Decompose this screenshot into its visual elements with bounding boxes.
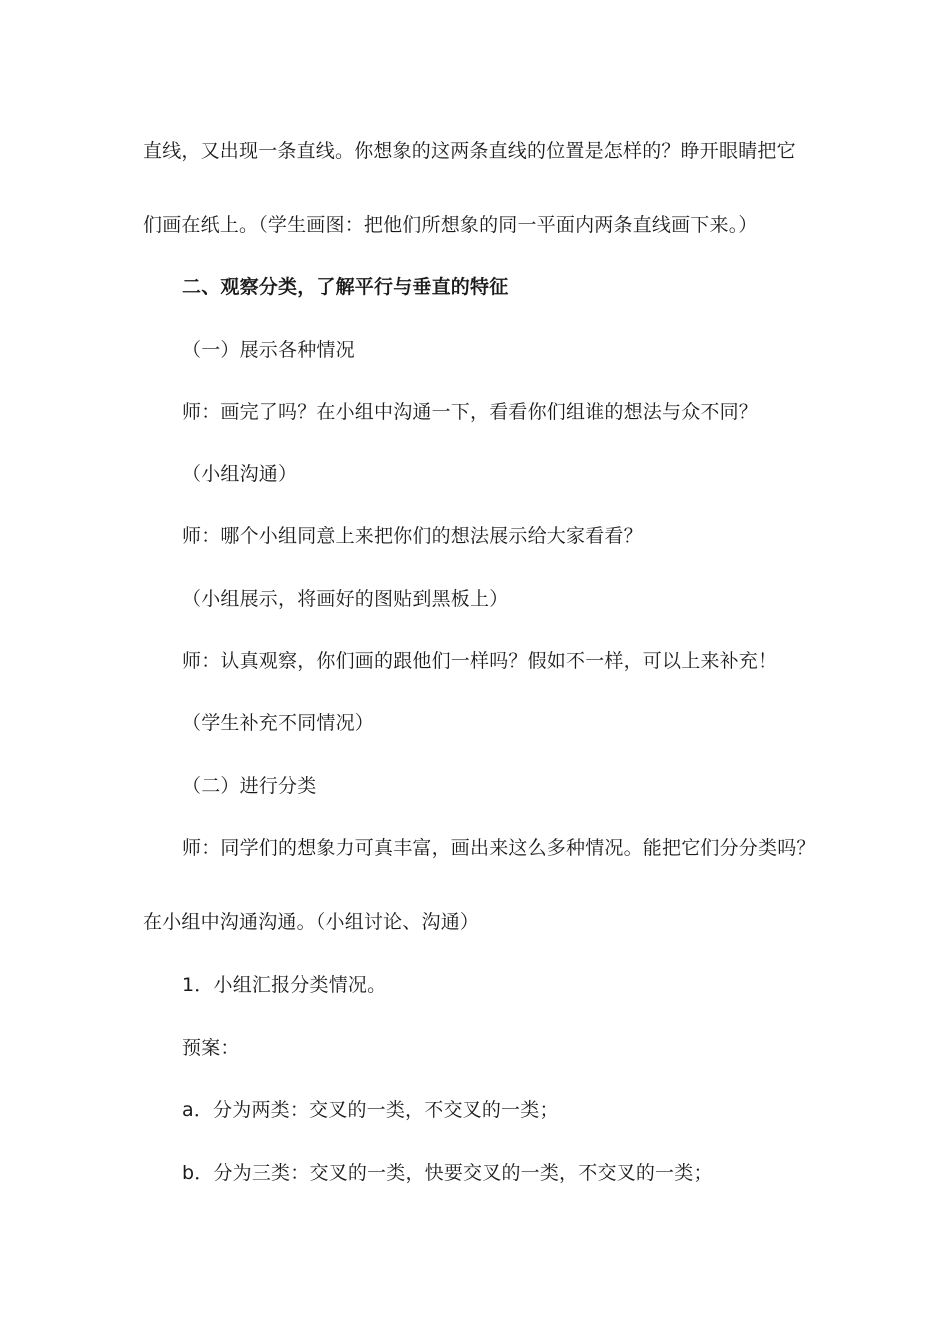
- list-item: 1．小组汇报分类情况。: [182, 974, 387, 996]
- paragraph-line: 直线，又出现一条直线。你想象的这两条直线的位置是怎样的？睁开眼睛把它: [143, 140, 796, 162]
- subsection-heading: （一）展示各种情况: [182, 339, 355, 361]
- paragraph-line: 们画在纸上。（学生画图：把他们所想象的同一平面内两条直线画下来。）: [143, 214, 758, 236]
- activity-note: （小组展示，将画好的图贴到黑板上）: [182, 588, 509, 610]
- list-item: a．分为两类：交叉的一类，不交叉的一类；: [182, 1099, 559, 1121]
- activity-note: （学生补充不同情况）: [182, 712, 375, 734]
- paragraph-line: 在小组中沟通沟通。（小组讨论、沟通）: [143, 911, 480, 933]
- plan-label: 预案：: [182, 1037, 240, 1059]
- teacher-line: 师：画完了吗？在小组中沟通一下，看看你们组谁的想法与众不同？: [182, 401, 759, 423]
- subsection-heading: （二）进行分类: [182, 775, 317, 797]
- section-heading: 二、观察分类，了解平行与垂直的特征: [182, 276, 509, 298]
- teacher-line: 师：哪个小组同意上来把你们的想法展示给大家看看？: [182, 525, 643, 547]
- teacher-line: 师：同学们的想象力可真丰富，画出来这么多种情况。能把它们分分类吗？: [182, 837, 816, 859]
- teacher-line: 师：认真观察，你们画的跟他们一样吗？假如不一样，可以上来补充！: [182, 650, 778, 672]
- list-item: b．分为三类：交叉的一类，快要交叉的一类，不交叉的一类；: [182, 1162, 713, 1184]
- activity-note: （小组沟通）: [182, 463, 298, 485]
